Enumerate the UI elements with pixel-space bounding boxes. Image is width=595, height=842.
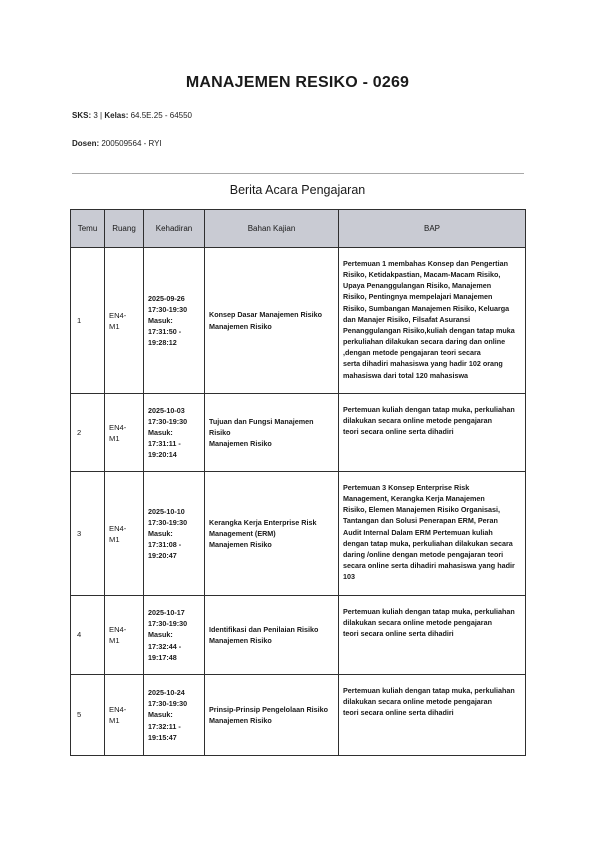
- bap-line: Pertemuan kuliah dengan tatap muka, perkuliahan: [343, 607, 515, 616]
- cell-kehadiran: [144, 675, 205, 756]
- bap-table: [70, 209, 526, 756]
- kehadiran-line: 17:30-19:30: [148, 619, 188, 629]
- cell-bap: [339, 472, 526, 596]
- kehadiran-line: 2025-10-24: [148, 688, 185, 698]
- ruang-line: M1: [109, 636, 120, 645]
- table-header-row: [71, 210, 526, 248]
- section-title: Berita Acara Pengajaran: [229, 183, 366, 197]
- ruang-line: EN4-: [109, 705, 127, 714]
- kehadiran-line: 17:31:11 -: [148, 439, 181, 449]
- ruang-line: EN4-: [109, 523, 127, 533]
- bap-line: Risiko, Sumbangan Manajemen Risiko, Keluarga: [343, 303, 510, 313]
- lecturer-meta: [72, 139, 162, 148]
- kehadiran-line: 17:31:50 -: [148, 327, 182, 337]
- bap-line: dilakukan secara online metode pengajaran: [343, 618, 492, 628]
- table-row: [71, 596, 526, 675]
- bap-line: Risiko, Pentingnya mempelajari Manajemen: [343, 292, 493, 302]
- bap-line: serta dihadiri mahasiswa yang hadir 102 orang: [343, 359, 503, 369]
- kehadiran-line: 19:28:12: [148, 338, 177, 348]
- kehadiran-line: 17:30-19:30: [148, 304, 188, 314]
- ruang-line: M1: [109, 534, 120, 544]
- bap-line: Risiko, Ketidakpastian, Macam-Macam Risiko,: [343, 270, 501, 280]
- bahan-line: Risiko: [209, 427, 231, 437]
- kehadiran-line: Masuk:: [148, 315, 173, 325]
- bap-line: secara online serta dihadiri mahasiswa yang hadir: [343, 561, 515, 571]
- kehadiran-line: 19:17:48: [148, 652, 177, 662]
- bap-line: Risiko, Elemen Manajemen Risiko Organisasi,: [343, 505, 500, 515]
- ruang-line: EN4-: [109, 422, 127, 432]
- cell-ruang: [105, 472, 144, 596]
- kehadiran-line: 19:20:14: [148, 450, 177, 460]
- kehadiran-line: 2025-10-17: [148, 608, 185, 618]
- cell-kehadiran: [144, 472, 205, 596]
- kehadiran-line: 17:31:08 -: [148, 540, 182, 550]
- bap-line: Audit Internal Dalam ERM Pertemuan kuliah: [343, 527, 493, 537]
- divider: [72, 173, 524, 174]
- bap-line: teori secara online serta dihadiri: [343, 427, 454, 437]
- cell-bahan-kajian: [205, 675, 339, 756]
- bap-line: Pertemuan kuliah dengan tatap muka, perkuliahan: [343, 405, 515, 414]
- course-meta: [72, 111, 192, 120]
- bap-line: Pertemuan 3 Konsep Enterprise Risk: [343, 483, 470, 492]
- cell-bap: [339, 248, 526, 394]
- cell-temu: 5: [71, 675, 105, 756]
- cell-ruang: [105, 675, 144, 756]
- ruang-line: EN4-: [109, 310, 127, 320]
- kehadiran-line: Masuk:: [148, 528, 173, 538]
- bahan-line: Manajemen Risiko: [209, 636, 272, 645]
- sks-label: SKS:: [72, 111, 92, 120]
- ruang-line: M1: [109, 433, 120, 443]
- cell-ruang: [105, 394, 144, 472]
- kehadiran-line: Masuk:: [148, 427, 173, 437]
- cell-ruang: [105, 248, 144, 394]
- bahan-line: Tujuan dan Fungsi Manajemen: [209, 416, 314, 426]
- bahan-line: Kerangka Kerja Enterprise Risk: [209, 517, 317, 527]
- table-row: [71, 472, 526, 596]
- ruang-line: EN4-: [109, 625, 127, 634]
- kehadiran-line: 19:15:47: [148, 732, 177, 742]
- bap-line: Tantangan dan Solusi Penerapan ERM, Peran: [343, 516, 498, 526]
- ruang-line: M1: [109, 716, 120, 725]
- kehadiran-line: 19:20:47: [148, 551, 177, 561]
- cell-bap: [339, 596, 526, 675]
- bap-line: Management, Kerangka Kerja Manajemen: [343, 494, 485, 504]
- kehadiran-line: 17:32:44 -: [148, 641, 182, 651]
- bap-line: Penanggulangan Risiko,kuliah dengan tatap muka: [343, 325, 515, 335]
- cell-ruang: [105, 596, 144, 675]
- bahan-line: Manajemen Risiko: [209, 321, 272, 331]
- bap-line: teori secara online serta dihadiri: [343, 708, 454, 718]
- cell-bahan-kajian: [205, 472, 339, 596]
- meta-separator: |: [100, 111, 103, 120]
- bap-line: daring /online dengan metode pengajaran teori: [343, 549, 504, 559]
- bap-line: teori secara online serta dihadiri: [343, 629, 454, 639]
- kehadiran-line: 17:32:11 -: [148, 721, 181, 731]
- header-bahan-kajian: Bahan Kajian: [205, 210, 339, 248]
- bap-line: ,dengan metode pengajaran teori secara: [343, 348, 481, 358]
- cell-kehadiran: [144, 394, 205, 472]
- kehadiran-line: 17:30-19:30: [148, 416, 188, 426]
- header-ruang: Ruang: [105, 210, 144, 248]
- cell-temu: 3: [71, 472, 105, 596]
- cell-temu: 4: [71, 596, 105, 675]
- header-temu: Temu: [71, 210, 105, 248]
- bahan-line: Identifikasi dan Penilaian Risiko: [209, 624, 319, 634]
- bap-line: Pertemuan kuliah dengan tatap muka, perkuliahan: [343, 686, 515, 695]
- kehadiran-line: Masuk:: [148, 630, 173, 640]
- cell-kehadiran: [144, 248, 205, 394]
- bap-line: perkuliahan dilakukan secara daring dan online: [343, 337, 506, 347]
- bap-line: mahasiswa dari total 120 mahasiswa: [343, 370, 469, 380]
- bap-line: dengan tatap muka, perkuliahan dilakukan secara: [343, 538, 513, 548]
- bap-line: dan Manajer Risiko, Filsafat Asuransi: [343, 314, 471, 324]
- kehadiran-line: 2025-10-03: [148, 405, 185, 415]
- bap-line: Pertemuan 1 membahas Konsep dan Pengertian: [343, 259, 508, 268]
- cell-temu: 2: [71, 394, 105, 472]
- sks-value: 3: [93, 111, 98, 120]
- kehadiran-line: 17:30-19:30: [148, 517, 188, 527]
- dosen-value: 200509564 - RYI: [101, 139, 162, 148]
- header-kehadiran: Kehadiran: [144, 210, 205, 248]
- cell-bahan-kajian: [205, 248, 339, 394]
- kehadiran-line: 2025-10-10: [148, 506, 185, 516]
- cell-kehadiran: [144, 596, 205, 675]
- cell-bap: [339, 394, 526, 472]
- bahan-line: Konsep Dasar Manajemen Risiko: [209, 310, 323, 320]
- cell-bahan-kajian: [205, 394, 339, 472]
- bahan-line: Management (ERM): [209, 528, 276, 538]
- bahan-line: Manajemen Risiko: [209, 716, 272, 725]
- kelas-label: Kelas:: [104, 111, 129, 120]
- bap-line: Upaya Penanggulangan Risiko, Manajemen: [343, 281, 492, 291]
- bap-line: dilakukan secara online metode pengajaran: [343, 697, 492, 707]
- table-row: [71, 675, 526, 756]
- kehadiran-line: Masuk:: [148, 710, 173, 720]
- bahan-line: Manajemen Risiko: [209, 439, 272, 449]
- bahan-line: Prinsip-Prinsip Pengelolaan Risiko: [209, 704, 329, 714]
- bahan-line: Manajemen Risiko: [209, 540, 272, 550]
- page-title: MANAJEMEN RESIKO - 0269: [185, 74, 410, 91]
- kehadiran-line: 2025-09-26: [148, 293, 185, 303]
- cell-bap: [339, 675, 526, 756]
- kehadiran-line: 17:30-19:30: [148, 699, 188, 709]
- bap-line: dilakukan secara online metode pengajaran: [343, 416, 492, 426]
- bap-line: 103: [343, 572, 355, 582]
- table-row: [71, 394, 526, 472]
- cell-temu: 1: [71, 248, 105, 394]
- dosen-label: Dosen:: [72, 139, 100, 148]
- ruang-line: M1: [109, 321, 120, 331]
- header-bap: BAP: [339, 210, 526, 248]
- table-row: [71, 248, 526, 394]
- kelas-value: 64.5E.25 - 64550: [130, 111, 192, 120]
- cell-bahan-kajian: [205, 596, 339, 675]
